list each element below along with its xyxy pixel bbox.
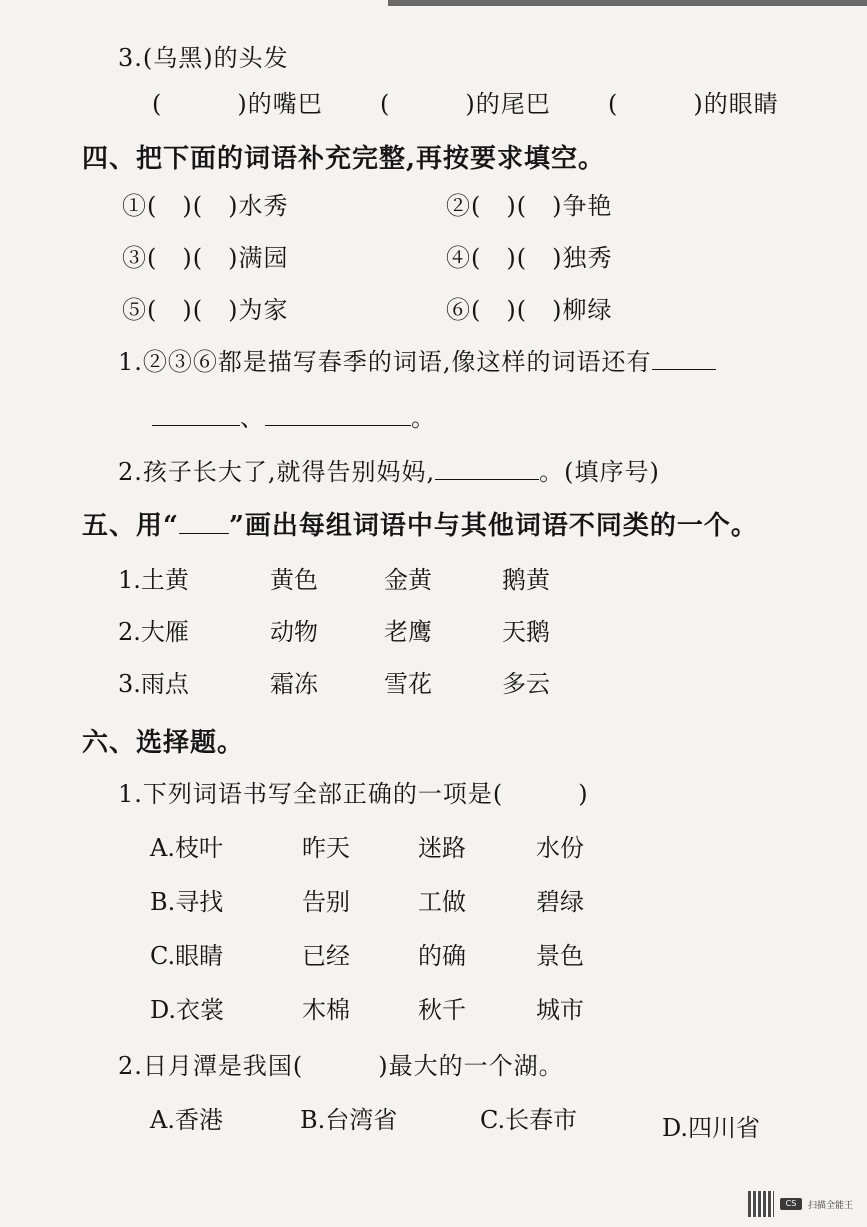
word[interactable]: 雪花 xyxy=(384,670,432,698)
section4-q2-end: 。(填序号) xyxy=(539,458,660,486)
section6-q1: 1.下列词语书写全部正确的一项是( ) xyxy=(118,780,589,808)
option-row-b[interactable] xyxy=(150,882,810,914)
word: 景色 xyxy=(536,942,584,970)
idiom-3: ③( )( )满园 xyxy=(122,244,289,272)
word: 城市 xyxy=(536,996,584,1024)
word[interactable]: 天鹅 xyxy=(502,618,550,646)
idiom-4: ④( )( )独秀 xyxy=(446,244,613,272)
section4-q1-continued xyxy=(152,398,436,433)
word: 昨天 xyxy=(302,834,350,862)
section4-q2 xyxy=(118,452,660,487)
cs-badge-icon: CS xyxy=(780,1198,802,1210)
option-label: C.眼睛 xyxy=(150,942,224,970)
word-group-row xyxy=(118,664,818,696)
word[interactable]: 鹅黄 xyxy=(502,566,550,594)
word: 秋千 xyxy=(418,996,466,1024)
word[interactable]: 动物 xyxy=(270,618,318,646)
option-c[interactable]: C.长春市 xyxy=(480,1106,578,1134)
section6-q2: 2.日月潭是我国( )最大的一个湖。 xyxy=(118,1052,564,1080)
section5-heading-pre: 五、用“ xyxy=(82,511,179,541)
period: 。 xyxy=(411,404,436,432)
option-d[interactable]: D.四川省 xyxy=(662,1114,761,1142)
word[interactable]: 2.大雁 xyxy=(118,618,189,646)
q3-item-mouth: ( )的嘴巴 xyxy=(152,90,323,118)
option-label: D.衣裳 xyxy=(150,996,225,1024)
word: 已经 xyxy=(302,942,350,970)
word[interactable]: 老鹰 xyxy=(384,618,432,646)
word: 迷路 xyxy=(418,834,466,862)
section4-q1 xyxy=(118,342,716,377)
idiom-1: ①( )( )水秀 xyxy=(122,192,289,220)
word[interactable]: 1.土黄 xyxy=(118,566,189,594)
idiom-2: ②( )( )争艳 xyxy=(446,192,613,220)
word[interactable]: 多云 xyxy=(502,670,550,698)
q3-line1: 3.(乌黑)的头发 xyxy=(118,44,289,72)
option-row-a[interactable] xyxy=(150,828,810,860)
word-group-row xyxy=(118,612,818,644)
separator: 、 xyxy=(240,404,265,432)
q2-options xyxy=(150,1100,830,1142)
word: 的确 xyxy=(418,942,466,970)
answer-blank[interactable] xyxy=(265,403,411,426)
word[interactable]: 黄色 xyxy=(270,566,318,594)
word[interactable]: 3.雨点 xyxy=(118,670,189,698)
answer-blank[interactable] xyxy=(652,347,716,370)
option-row-c[interactable] xyxy=(150,936,810,968)
word[interactable]: 金黄 xyxy=(384,566,432,594)
idiom-5: ⑤( )( )为家 xyxy=(122,296,289,324)
q3-item-eyes: ( )的眼睛 xyxy=(608,90,779,118)
section4-q1-text: 1.②③⑥都是描写春季的词语,像这样的词语还有 xyxy=(118,348,652,376)
answer-blank[interactable] xyxy=(152,403,240,426)
idiom-6: ⑥( )( )柳绿 xyxy=(446,296,613,324)
section5-heading-post: ”画出每组词语中与其他词语不同类的一个。 xyxy=(228,511,758,541)
option-b[interactable]: B.台湾省 xyxy=(300,1106,398,1134)
option-a[interactable]: A.香港 xyxy=(150,1106,223,1134)
underline-sample xyxy=(179,513,229,534)
section4-q2-text: 2.孩子长大了,就得告别妈妈, xyxy=(118,458,436,486)
word: 水份 xyxy=(536,834,584,862)
section6-heading: 六、选择题。 xyxy=(82,728,245,758)
scanner-watermark xyxy=(748,1191,853,1217)
option-row-d[interactable] xyxy=(150,990,810,1022)
answer-blank[interactable] xyxy=(435,457,539,480)
option-label: B.寻找 xyxy=(150,888,224,916)
word: 告别 xyxy=(302,888,350,916)
q3-item-tail: ( )的尾巴 xyxy=(380,90,551,118)
word: 木棉 xyxy=(302,996,350,1024)
scanner-label: 扫描全能王 xyxy=(807,1200,853,1211)
section5-heading xyxy=(82,505,758,542)
word: 工做 xyxy=(418,888,466,916)
word-group-row xyxy=(118,560,818,592)
word[interactable]: 霜冻 xyxy=(270,670,318,698)
section4-heading: 四、把下面的词语补充完整,再按要求填空。 xyxy=(82,144,606,174)
option-label: A.枝叶 xyxy=(150,834,223,862)
word: 碧绿 xyxy=(536,888,584,916)
scan-edge-bar xyxy=(388,0,867,6)
qr-code-icon xyxy=(748,1191,774,1217)
